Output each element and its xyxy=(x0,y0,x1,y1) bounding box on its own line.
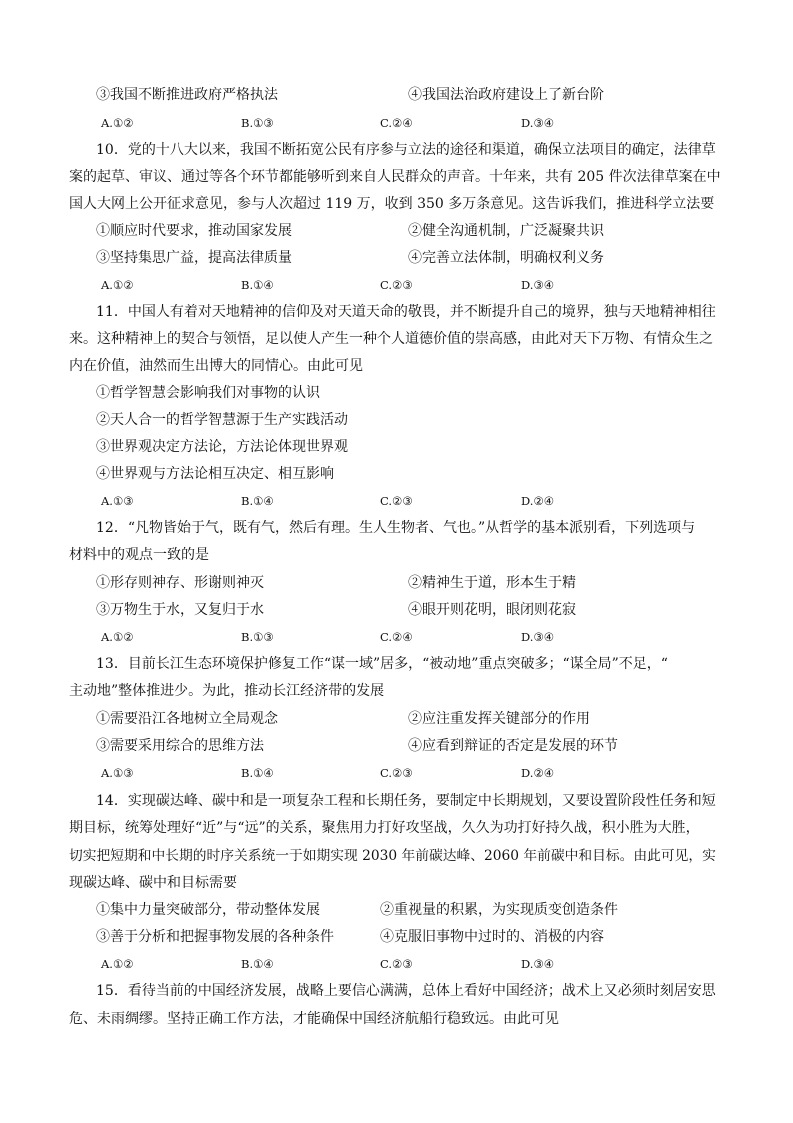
q13-statement-3: ③需要采用综合的思维方法 xyxy=(96,738,264,754)
q9-statement-4: ④我国法治政府建设上了新台阶 xyxy=(408,87,604,103)
q10-statement-4: ④完善立法体制，明确权利义务 xyxy=(408,250,604,266)
q13-choice-b: B.①④ xyxy=(241,766,274,780)
q15-stem-line-1: 15．看待当前的中国经济发展，战略上要信心满满，总体上看好中国经济；战术上又必须时刻居安思 xyxy=(96,983,716,999)
q14-stem-line-2: 期目标，统筹处理好“近”与“远”的关系，聚焦用力打好攻坚战，久久为功打好持久战，积小胜为大胜， xyxy=(69,820,700,836)
q12-stem-line-1: 12．“凡物皆始于气，既有气，然后有理。生人生物者、气也。”从哲学的基本派别看，下列选项与 xyxy=(96,520,696,536)
q13-choice-a: A.①③ xyxy=(101,766,134,780)
q10-choice-a: A.①② xyxy=(101,278,134,292)
q13-choice-d: D.②④ xyxy=(521,766,555,780)
q13-stem-line-1: 13．目前长江生态环境保护修复工作“谋一域”居多，“被动地”重点突破多；“谋全局”不足，“ xyxy=(96,656,668,672)
q9-statement-3: ③我国不断推进政府严格执法 xyxy=(96,87,278,103)
q10-choice-c: C.②③ xyxy=(380,278,413,292)
q14-stem-line-1: 14．实现碳达峰、碳中和是一项复杂工程和长期任务，要制定中长期规划，又要设置阶段性任务和短 xyxy=(96,793,716,809)
q13-statement-4: ④应看到辩证的否定是发展的环节 xyxy=(408,738,618,754)
q12-choice-a: A.①② xyxy=(101,630,134,644)
q14-statement-2: ②重视量的积累，为实现质变创造条件 xyxy=(380,902,618,918)
q11-choice-a: A.①③ xyxy=(101,494,134,508)
q14-choice-b: B.①④ xyxy=(241,957,274,971)
q12-choice-c: C.②④ xyxy=(380,630,413,644)
q11-choice-d: D.②④ xyxy=(521,494,555,508)
q11-statement-3: ③世界观决定方法论，方法论体现世界观 xyxy=(96,439,348,455)
q12-stem-line-2: 材料中的观点一致的是 xyxy=(69,547,209,563)
q14-choice-a: A.①② xyxy=(101,957,134,971)
q11-statement-2: ②天人合一的哲学智慧源于生产实践活动 xyxy=(96,412,348,428)
q12-statement-2: ②精神生于道，形本生于精 xyxy=(408,575,576,591)
q14-statement-4: ④克服旧事物中过时的、消极的内容 xyxy=(380,929,604,945)
q13-choice-c: C.②③ xyxy=(380,766,413,780)
q12-statement-3: ③万物生于水，又复归于水 xyxy=(96,602,264,618)
q9-choice-d: D.③④ xyxy=(521,116,555,130)
q13-stem-line-2: 主动地”整体推进少。为此，推动长江经济带的发展 xyxy=(69,683,385,699)
q12-choice-d: D.③④ xyxy=(521,630,555,644)
q14-choice-d: D.③④ xyxy=(521,957,555,971)
q11-choice-c: C.②③ xyxy=(380,494,413,508)
q10-stem-line-2: 案的起草、审议、通过等各个环节都能够听到来自人民群众的声音。十年来，共有 205 件次法律草案在中 xyxy=(69,169,721,185)
q10-stem-line-3: 国人大网上公开征求意见，参与人次超过 119 万，收到 350 多万条意见。这告诉我们，推进科学立法要 xyxy=(69,196,715,212)
q13-statement-1: ①需要沿江各地树立全局观念 xyxy=(96,711,278,727)
q10-statement-3: ③坚持集思广益，提高法律质量 xyxy=(96,250,292,266)
q15-stem-line-2: 危、未雨绸缪。坚持正确工作方法，才能确保中国经济航船行稳致远。由此可见 xyxy=(69,1011,559,1027)
q11-choice-b: B.①④ xyxy=(241,494,274,508)
q11-statement-1: ①哲学智慧会影响我们对事物的认识 xyxy=(96,385,320,401)
q10-statement-2: ②健全沟通机制，广泛凝聚共识 xyxy=(408,223,604,239)
q14-stem-line-4: 现碳达峰、碳中和目标需要 xyxy=(69,875,237,891)
q14-stem-line-3: 切实把短期和中长期的时序关系统一于如期实现 2030 年前碳达峰、2060 年前碳中和目标。由此可见，实 xyxy=(69,848,716,864)
q12-statement-4: ④眼开则花明，眼闭则花寂 xyxy=(408,602,576,618)
q10-statement-1: ①顺应时代要求，推动国家发展 xyxy=(96,223,292,239)
q9-choice-b: B.①③ xyxy=(241,116,274,130)
q10-choice-b: B.①④ xyxy=(241,278,274,292)
q14-statement-1: ①集中力量突破部分，带动整体发展 xyxy=(96,902,320,918)
q14-choice-c: C.②③ xyxy=(380,957,413,971)
q9-choice-c: C.②④ xyxy=(380,116,413,130)
q12-choice-b: B.①③ xyxy=(241,630,274,644)
q14-statement-3: ③善于分析和把握事物发展的各种条件 xyxy=(96,929,334,945)
q9-choice-a: A.①② xyxy=(101,116,134,130)
q11-stem-line-3: 内在价值，油然而生出博大的同情心。由此可见 xyxy=(69,358,363,374)
q11-statement-4: ④世界观与方法论相互决定、相互影响 xyxy=(96,466,334,482)
q13-statement-2: ②应注重发挥关键部分的作用 xyxy=(408,711,590,727)
q10-choice-d: D.③④ xyxy=(521,278,555,292)
q10-stem-line-1: 10．党的十八大以来，我国不断拓宽公民有序参与立法的途径和渠道，确保立法项目的确定，法律草 xyxy=(96,142,716,158)
q12-statement-1: ①形存则神存、形谢则神灭 xyxy=(96,575,264,591)
q11-stem-line-2: 来。这种精神上的契合与领悟，足以使人产生一种个人道德价值的崇高感，由此对天下万物、有情众生之 xyxy=(69,331,713,347)
q11-stem-line-1: 11．中国人有着对天地精神的信仰及对天道天命的敬畏，并不断提升自己的境界，独与天地精神相往 xyxy=(96,304,716,320)
